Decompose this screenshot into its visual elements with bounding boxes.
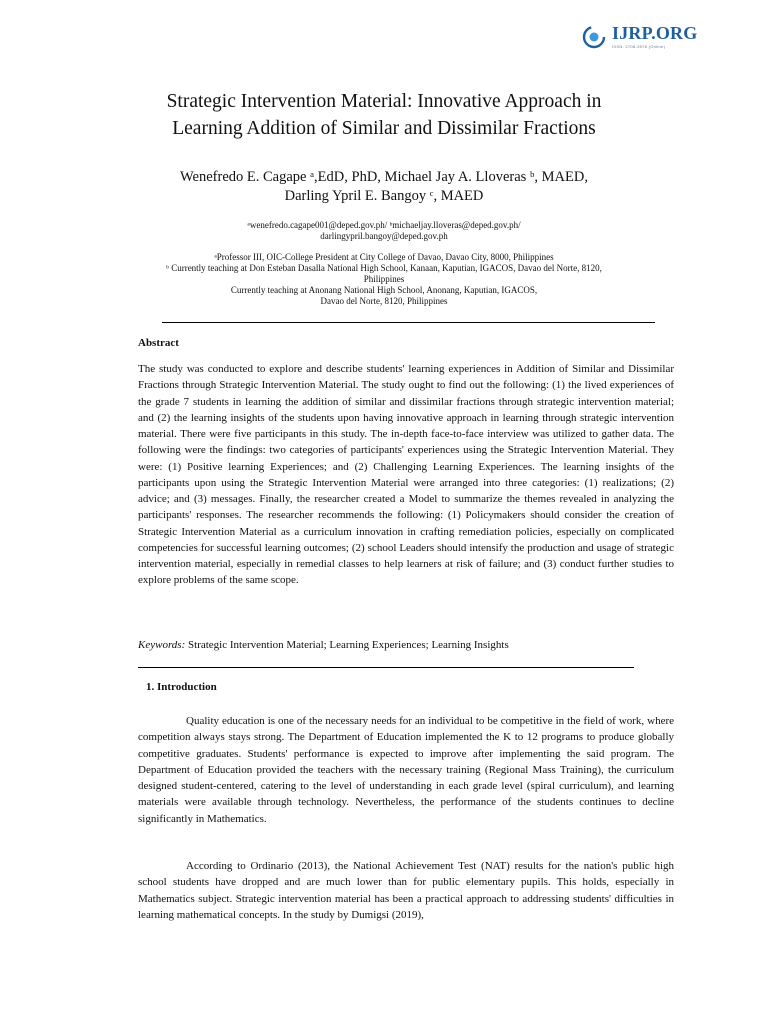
authors-line-1: Wenefredo E. Cagape ᵃ,EdD, PhD, Michael Jay A. Lloveras ᵇ, MAED, (180, 169, 588, 185)
divider-top (162, 322, 655, 323)
emails-line-2: darlingypril.bangoy@deped.gov.ph (320, 231, 448, 241)
introduction-paragraph-1: Quality education is one of the necessary needs for an individual to be competitive in the field of work, where competition always stays strong. The Department of Education implemented the K to 12 programs to produce globally competitive graduates. Students' performance is expected to improve after implementing the said program. The Department of Education provided the teachers with the necessary training (Regional Mass Training), the curriculum designed student-centered, catering to the level of understanding in each grade level (spiral curriculum), and learning materials were available through technology. Nevertheless, the performance of the students continues to decline significantly in Mathematics. (138, 715, 674, 825)
divider-bottom (138, 667, 634, 668)
title-line-2: Learning Addition of Similar and Dissimilar Fractions (172, 118, 596, 139)
emails-line-1: ᵃwenefredo.cagape001@deped.gov.ph/ ᵇmichaeljay.lloveras@deped.gov.ph/ (247, 220, 521, 230)
title-line-1: Strategic Intervention Material: Innovative Approach in (166, 91, 602, 112)
affiliation-line: Davao del Norte, 8120, Philippines (320, 296, 448, 306)
journal-logo (582, 24, 697, 49)
logo-subtext: ISSN: 2708-3578 (Online) (612, 44, 666, 49)
introduction-paragraph-2: According to Ordinario (2013), the National Achievement Test (NAT) results for the nation's public high school students have dropped and are much lower than for public elementary pupils. This holds, especially in Mathematics subject. Strategic intervention material has been a practical approach to addressing students' difficulties in learning mathematical concepts. In the study by Dumigsi (2019), (138, 860, 674, 921)
logo-text: IJRP.ORG (612, 23, 698, 43)
abstract-heading: Abstract (138, 337, 179, 349)
keywords (138, 637, 674, 653)
keywords-text: Strategic Intervention Material; Learning Experiences; Learning Insights (185, 639, 509, 651)
paper-title (100, 88, 668, 142)
affiliation-line: ᵇ Currently teaching at Don Esteban Dasalla National High School, Kanaan, Kaputian, IGACOS, Davao del Norte, 8120, (166, 263, 602, 273)
affiliation-line: Philippines (363, 274, 405, 284)
affiliation-line: ᵃProfessor III, OIC-College President at City College of Davao, Davao City, 8000, Philippines (214, 252, 554, 262)
introduction-heading: 1. Introduction (146, 681, 217, 693)
keywords-label: Keywords: (138, 639, 186, 651)
authors-line-2: Darling Ypril E. Bangoy ᶜ, MAED (284, 188, 484, 204)
author-list (100, 168, 668, 206)
abstract-body: The study was conducted to explore and describe students' learning experiences in Addition of Similar and Dissimilar Fractions through Strategic Intervention Material. The study ought to find out the following: (1) the lived experiences of the grade 7 students in learning the addition of similar and dissimilar fractions through strategic intervention material; and (2) the learning insights of the students upon having innovative approach in learning through strategic intervention material. There were five participants in this study. The in-depth face-to-face interview was utilized to gather data. The following were the findings: two categories of participants' experiences using the Strategic Intervention Material. They were: (1) Positive learning Experiences; and (2) Challenging Learning Experiences. The learning insights of the participants upon using the Strategic Intervention Material were arranged into three categories: (1) realizations; (2) advice; and (3) messages. Finally, the researcher created a Model to summarize the themes revealed in analyzing the participants' responses. The researcher recommends the following: (1) Policymakers should consider the creation of Strategic Intervention Material as a curriculum innovation in crafting remediation policies, especially on complicated competencies for successful learning outcomes; (2) school Leaders should intensify the production and usage of strategic intervention material, especially in remedial classes to help learners at risk of failure; and (3) conduct further studies to explore problems of the same scope. (138, 363, 674, 587)
affiliation-line: Currently teaching at Anonang National High School, Anonang, Kaputian, IGACOS, (230, 285, 538, 295)
affiliations (100, 252, 668, 307)
ijrp-logo-icon (582, 25, 606, 49)
author-emails (100, 220, 668, 242)
